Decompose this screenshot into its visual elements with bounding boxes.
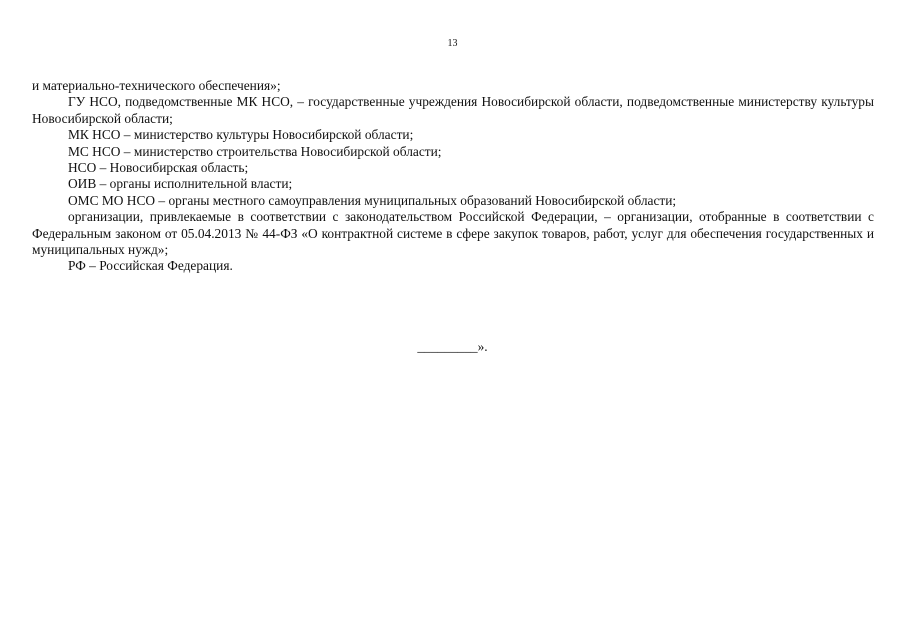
paragraph-nso: НСО – Новосибирская область; <box>68 160 249 176</box>
paragraph-organizations: организации, привлекаемые в соответствии с законодательством Российской Федерации, – организации, отобранные в соответствии с Федеральным законом от 05.04.2013 № 44-ФЗ «О контрактной системе в сфере закупок товаров, работ, услуг для обеспечения государственных и муниципальных нужд»; <box>32 209 874 258</box>
paragraph-rf: РФ – Российская Федерация. <box>68 258 233 274</box>
document-body <box>32 78 874 275</box>
paragraph-gu-nso: ГУ НСО, подведомственные МК НСО, – государственные учреждения Новосибирской области, подведомственные министерству культуры Новосибирской области; <box>32 94 874 126</box>
paragraph-oiv: ОИВ – органы исполнительной власти; <box>68 176 293 192</box>
paragraph-oms-mo-nso: ОМС МО НСО – органы местного самоуправления муниципальных образований Новосибирской области; <box>68 192 677 208</box>
paragraph-mk-nso: МК НСО – министерство культуры Новосибирской области; <box>68 127 414 143</box>
closing-line: _________». <box>417 339 488 354</box>
paragraph-continuation: и материально-технического обеспечения»; <box>32 78 281 93</box>
paragraph-ms-nso: МС НСО – министерство строительства Новосибирской области; <box>68 143 442 159</box>
page-number: 13 <box>447 38 458 49</box>
